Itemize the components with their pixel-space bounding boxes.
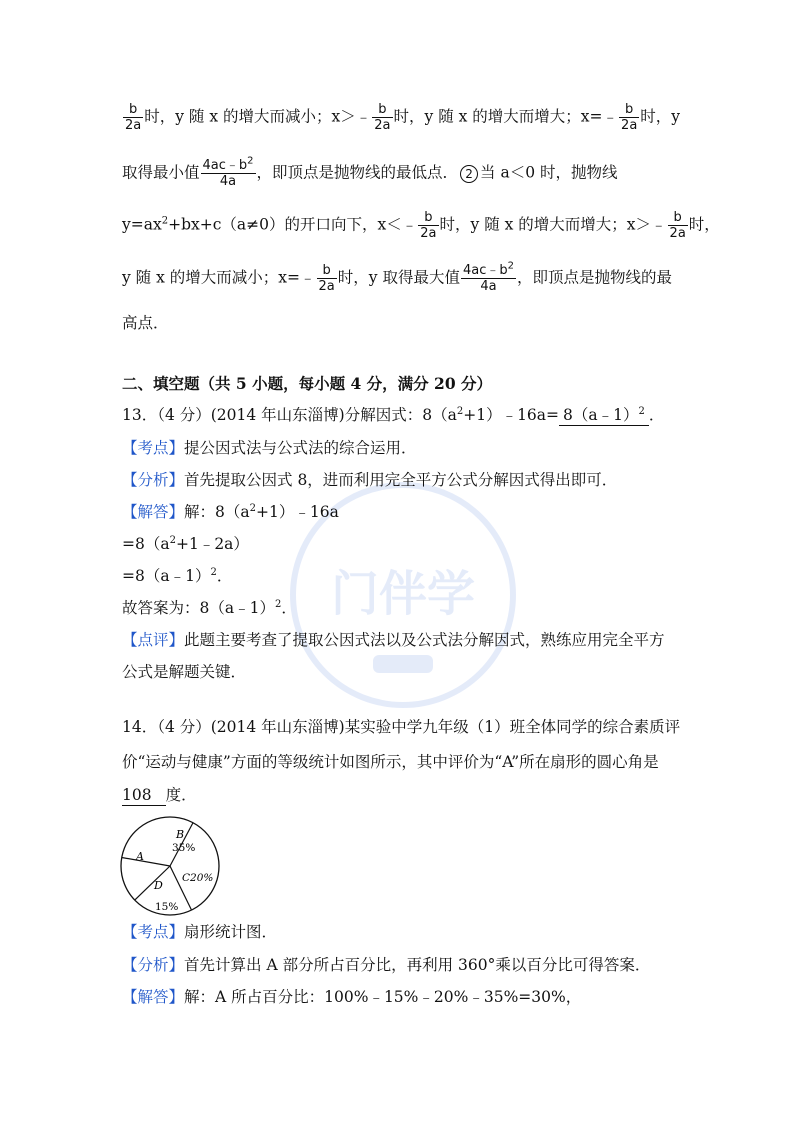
q13-kaodian: 【考点】提公因式法与公式法的综合运用．	[122, 439, 417, 457]
q13-dianping-cont: 公式是解题关键．	[122, 663, 247, 681]
fraction-b-2a: $\frac{b}{2a}$	[420, 210, 437, 241]
intro-line-3: $y=ax^2+bx+c(a\ne 0)$的开口向下，x＜﹣ $\frac{b}{2a}$ 时，y 随 x 的增大而增大；x＞﹣ $\frac{b}{2a}$ 时，	[122, 210, 720, 241]
q13-dianping: 【点评】此题主要考查了提取公因式法以及公式法分解因式，熟练应用完全平方	[122, 631, 665, 649]
pie-label-c: C20%	[182, 872, 214, 884]
q14-answer-line: 108 度．	[122, 786, 197, 804]
intro-line-4: y 随 x 的增大而减小；x=﹣ $\frac{b}{2a}$ 时，y 取得最大值 $\frac{4ac﹣b^2}{4a}$ ，即顶点是抛物线的最	[122, 260, 672, 294]
pie-chart	[118, 814, 222, 918]
q14-kaodian: 【考点】扇形统计图．	[122, 923, 278, 941]
q13-answer-blank: 8（a﹣1）$^2$	[559, 405, 649, 426]
fraction-b-2a: $\frac{b}{2a}$	[318, 263, 335, 294]
fraction-b-2a: $\frac{b}{2a}$	[125, 102, 142, 133]
dianping-tag: 【点评】	[122, 631, 185, 649]
fraction-b-2a: $\frac{b}{2a}$	[669, 210, 686, 241]
fraction-b-2a: $\frac{b}{2a}$	[374, 102, 391, 133]
jieda-tag: 【解答】	[122, 988, 185, 1006]
q13-stem: 13．（4 分）(2014 年山东淄博)分解因式：$8(a^2+1)﹣16a=$ 8（a﹣1）$^2$ ．	[122, 405, 665, 424]
circled-number-2: 2	[460, 165, 478, 183]
q14-jieda: 【解答】解：A 所占百分比：100%﹣15%﹣20%﹣35%=30%，	[122, 988, 582, 1006]
pie-label-b: B	[176, 828, 185, 841]
q13-final-answer: 故答案为：8（a﹣1）$^2$．	[122, 598, 297, 617]
kaodian-tag: 【考点】	[122, 923, 185, 941]
watermark-text: 门伴学	[330, 566, 476, 622]
pie-label-d: D	[154, 879, 163, 892]
q14-answer-blank: 108	[122, 785, 166, 806]
fraction-b-2a: $\frac{b}{2a}$	[621, 102, 638, 133]
intro-line-2: 取得最小值 $\frac{4ac﹣b^2}{4a}$ ，即顶点是抛物线的最低点． 2 当 a＜0 时，抛物线	[122, 155, 618, 189]
section-title: 二、填空题（共 5 小题，每小题 4 分，满分 20 分）	[122, 374, 493, 393]
q13-fenxi: 【分析】首先提取公因式 8，进而利用完全平方公式分解因式得出即可．	[122, 471, 618, 489]
pie-label-b-pct: 35%	[172, 842, 196, 854]
fraction-vertex-value: $\frac{4ac﹣b^2}{4a}$	[462, 260, 514, 294]
q14-stem-line-2: 价“运动与健康”方面的等级统计如图所示，其中评价为“A”所在扇形的圆心角是	[122, 753, 659, 771]
fenxi-tag: 【分析】	[122, 956, 185, 974]
q14-fenxi: 【分析】首先计算出 A 部分所占百分比，再利用 360°乘以百分比可得答案．	[122, 956, 651, 974]
fraction-vertex-value: $\frac{4ac﹣b^2}{4a}$	[202, 155, 254, 189]
kaodian-tag: 【考点】	[122, 439, 185, 457]
pie-label-d-pct: 15%	[155, 901, 179, 913]
q13-step-2: =8（a﹣1）$^2$．	[122, 566, 233, 585]
jieda-tag: 【解答】	[122, 503, 185, 521]
fenxi-tag: 【分析】	[122, 471, 185, 489]
q13-jieda: 【解答】解：$8(a^2+1)﹣16a$	[122, 502, 339, 521]
q13-step-1: $=8(a^2+1﹣2a)$	[122, 534, 249, 553]
pie-label-a: A	[136, 850, 144, 863]
intro-line-1: $\frac{b}{2a}$ 时，y 随 x 的增大而减小；x＞﹣ $\frac{b}{2a}$ 时，y 随 x 的增大而增大；x=﹣ $\frac{b}{2a}$ 时，y	[125, 102, 681, 133]
intro-line-5: 高点．	[122, 314, 169, 332]
q14-stem-line-1: 14．（4 分）(2014 年山东淄博)某实验中学九年级（1）班全体同学的综合素质评	[122, 718, 681, 736]
